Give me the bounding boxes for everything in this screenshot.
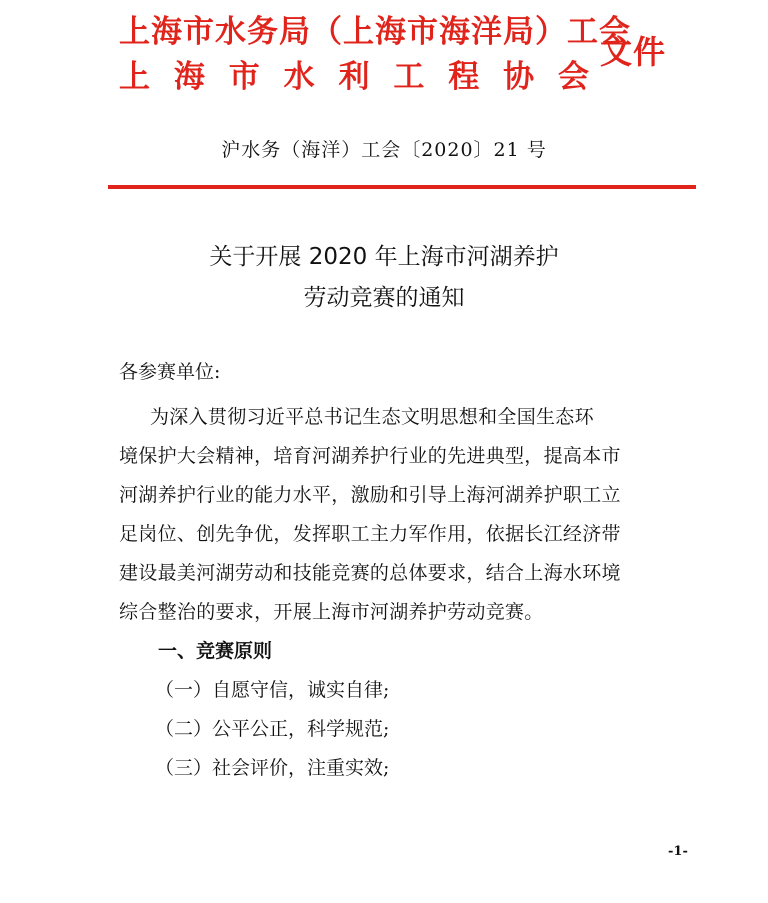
red-divider — [108, 185, 696, 189]
issuer-line-2-char: 工 — [393, 59, 425, 95]
document-number: 沪水务（海洋）工会〔2020〕21 号 — [221, 139, 547, 161]
issuer-line-2-char: 市 — [228, 59, 260, 95]
issuer-line-2-char: 海 — [173, 59, 205, 95]
doc-label: 文件 — [600, 33, 667, 71]
paragraph-line: 建设最美河湖劳动和技能竞赛的总体要求，结合上海水环境 — [119, 562, 621, 584]
paragraph-line: 境保护大会精神，培育河湖养护行业的先进典型，提高本市 — [119, 445, 621, 467]
title-line-1: 关于开展 2020 年上海市河湖养护 — [209, 244, 559, 270]
issuer-line-2-char: 协 — [503, 59, 535, 95]
title-line-2: 劳动竞赛的通知 — [303, 285, 465, 311]
page-number: -1- — [668, 844, 688, 859]
issuer-line-2-char: 程 — [448, 59, 480, 95]
paragraph-line: 河湖养护行业的能力水平，激励和引导上海河湖养护职工立 — [119, 484, 621, 506]
issuer-line-2-char: 上 — [119, 59, 150, 95]
issuer-line-2-char: 会 — [558, 59, 589, 95]
issuer-line-2-char: 水 — [283, 59, 315, 95]
principle-item: （三）社会评价，注重实效; — [155, 757, 390, 779]
principle-item: （二）公平公正，科学规范; — [155, 718, 390, 740]
issuer-line-2 — [119, 51, 589, 96]
principle-item: （一）自愿守信，诚实自律; — [155, 679, 390, 701]
paragraph-line: 为深入贯彻习近平总书记生态文明思想和全国生态环 — [150, 406, 594, 428]
section-heading: 一、竞赛原则 — [158, 640, 273, 662]
paragraph-line: 综合整治的要求，开展上海市河湖养护劳动竞赛。 — [119, 601, 544, 623]
salutation: 各参赛单位: — [119, 361, 221, 383]
issuer-line-1: 上海市水务局（上海市海洋局）工会 — [119, 14, 631, 50]
paragraph-line: 足岗位、创先争优，发挥职工主力军作用，依据长江经济带 — [119, 523, 621, 545]
issuer-line-2-char: 利 — [338, 59, 370, 95]
